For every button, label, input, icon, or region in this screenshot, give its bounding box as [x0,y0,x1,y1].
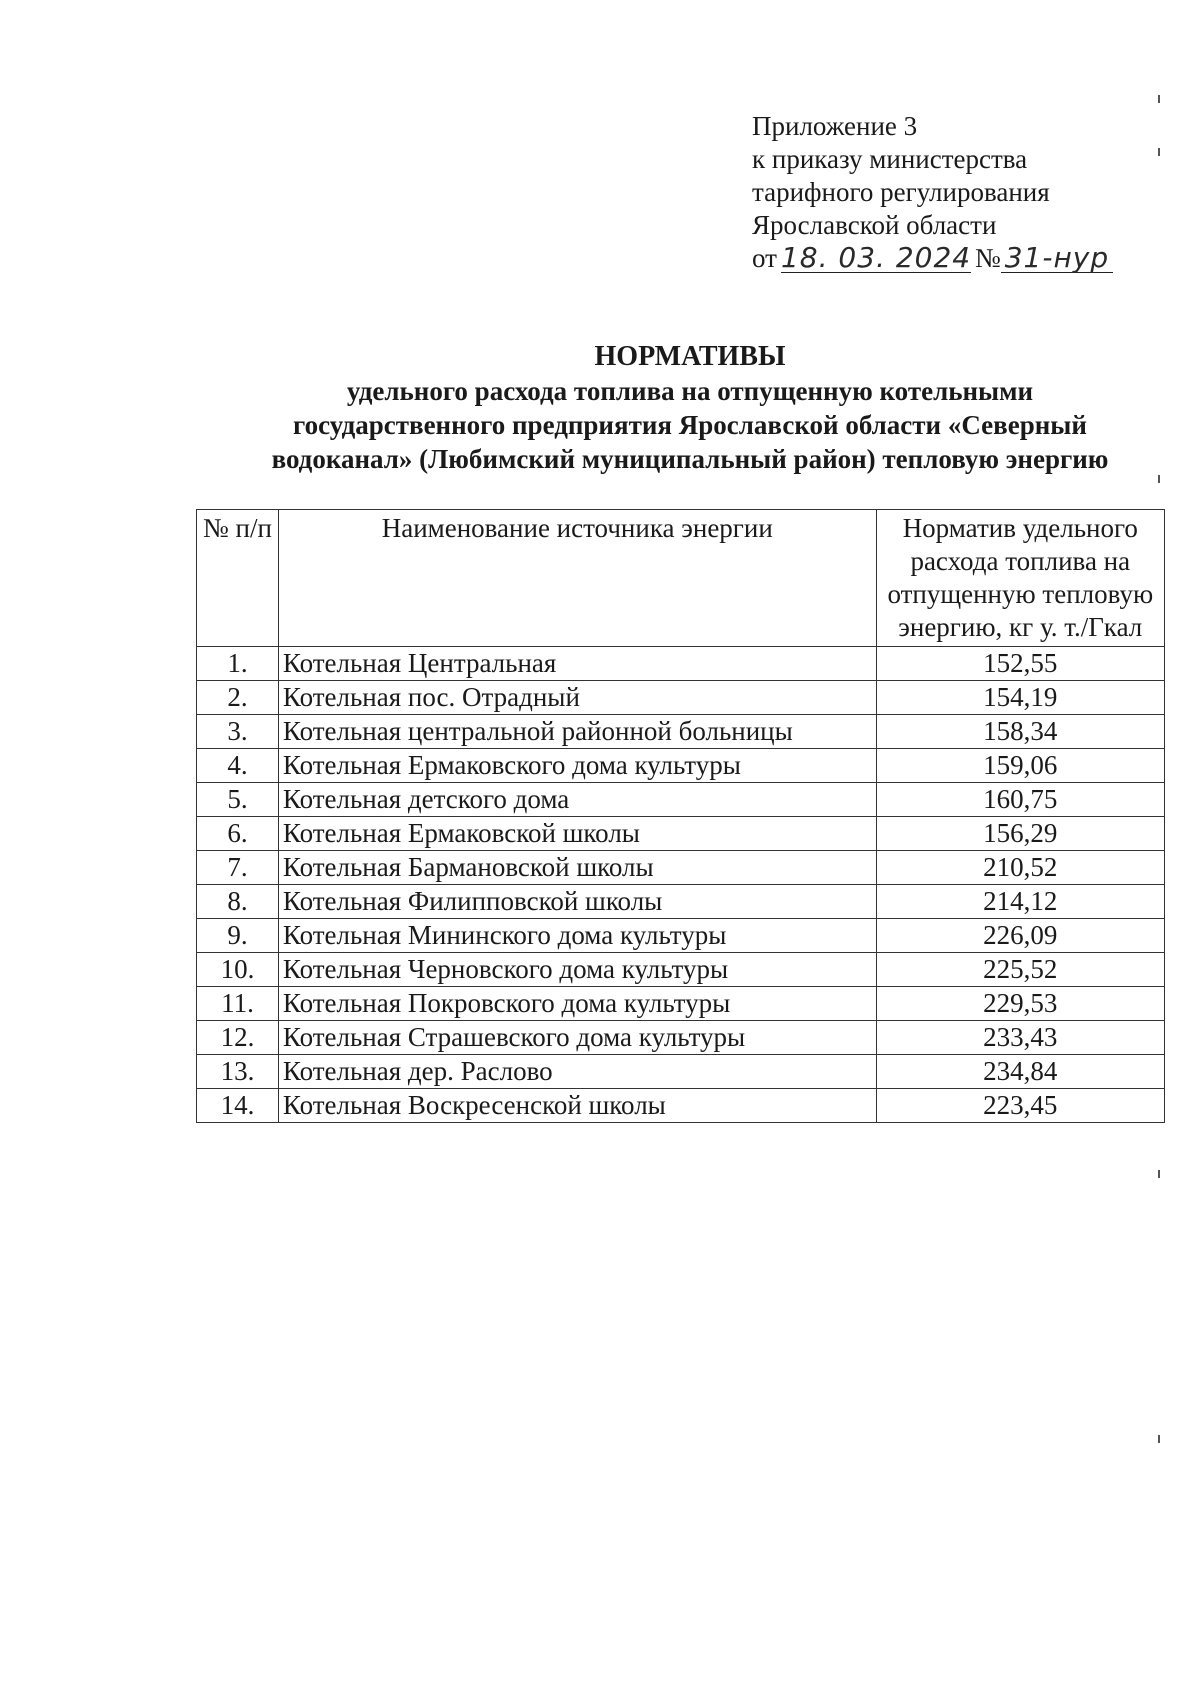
table-row [197,1055,1165,1089]
row-name-cell: Котельная Бармановской школы [278,851,876,885]
table-row [197,715,1165,749]
row-value-cell: 154,19 [876,681,1164,715]
row-name-cell: Котельная Ермаковской школы [278,817,876,851]
appendix-date-line [752,242,1113,275]
document-title: НОРМАТИВЫ [594,341,786,372]
row-name-cell: Котельная центральной районной больницы [278,715,876,749]
header-num: № п/п [197,510,279,647]
appendix-line-3: тарифного регулирования [752,177,1050,207]
row-value-cell: 159,06 [876,749,1164,783]
document-title-block [190,340,1190,476]
row-num-cell: 11. [197,987,279,1021]
row-name-cell: Котельная Покровского дома культуры [278,987,876,1021]
header-name: Наименование источника энергии [278,510,876,647]
row-value-cell: 210,52 [876,851,1164,885]
row-num-cell: 3. [197,715,279,749]
appendix-block [752,110,1113,275]
row-name-cell: Котельная Ермаковского дома культуры [278,749,876,783]
table-row [197,987,1165,1021]
row-name-cell: Котельная пос. Отрадный [278,681,876,715]
number-prefix: № [974,243,1001,273]
row-value-cell: 225,52 [876,953,1164,987]
row-name-cell: Котельная Страшевского дома культуры [278,1021,876,1055]
row-value-cell: 223,45 [876,1089,1164,1123]
document-subtitle-line-3: водоканал» (Любимский муниципальный район) тепловую энергию [271,444,1109,474]
row-num-cell: 9. [197,919,279,953]
table-row [197,749,1165,783]
table-row [197,919,1165,953]
appendix-line-2: к приказу министерства [752,144,1028,174]
date-prefix: от [752,243,777,273]
table-row [197,851,1165,885]
norms-table [196,509,1165,1123]
table-row [197,953,1165,987]
appendix-line-1: Приложение 3 [752,111,918,141]
row-name-cell: Котельная Центральная [278,647,876,681]
header-value: Норматив удельного расхода топлива на отпущенную тепловую энергию, кг у. т./Гкал [876,510,1164,647]
table-row [197,783,1165,817]
row-value-cell: 229,53 [876,987,1164,1021]
table-row [197,681,1165,715]
row-value-cell: 160,75 [876,783,1164,817]
table-row [197,647,1165,681]
row-num-cell: 2. [197,681,279,715]
row-num-cell: 13. [197,1055,279,1089]
row-name-cell: Котельная Воскресенской школы [278,1089,876,1123]
row-num-cell: 4. [197,749,279,783]
row-name-cell: Котельная Мининского дома культуры [278,919,876,953]
row-num-cell: 8. [197,885,279,919]
row-value-cell: 156,29 [876,817,1164,851]
row-value-cell: 158,34 [876,715,1164,749]
table-body [197,647,1165,1123]
row-num-cell: 1. [197,647,279,681]
row-num-cell: 6. [197,817,279,851]
table-row [197,1021,1165,1055]
handwritten-date: 18. 03. 2024 [780,241,972,274]
row-num-cell: 12. [197,1021,279,1055]
row-value-cell: 226,09 [876,919,1164,953]
document-subtitle-line-2: государственного предприятия Ярославской области «Северный [293,410,1087,440]
row-value-cell: 233,43 [876,1021,1164,1055]
table-row [197,817,1165,851]
document-subtitle-line-1: удельного расхода топлива на отпущенную котельными [346,376,1034,406]
row-name-cell: Котельная Черновского дома культуры [278,953,876,987]
row-num-cell: 7. [197,851,279,885]
row-name-cell: Котельная Филипповской школы [278,885,876,919]
row-name-cell: Котельная дер. Раслово [278,1055,876,1089]
row-num-cell: 5. [197,783,279,817]
table-row [197,885,1165,919]
row-value-cell: 234,84 [876,1055,1164,1089]
row-num-cell: 10. [197,953,279,987]
appendix-line-4: Ярославской области [752,210,997,240]
row-name-cell: Котельная детского дома [278,783,876,817]
row-num-cell: 14. [197,1089,279,1123]
row-value-cell: 152,55 [876,647,1164,681]
handwritten-number: 31-нур [1001,244,1113,273]
table-header-row [197,510,1165,647]
table-row [197,1089,1165,1123]
row-value-cell: 214,12 [876,885,1164,919]
